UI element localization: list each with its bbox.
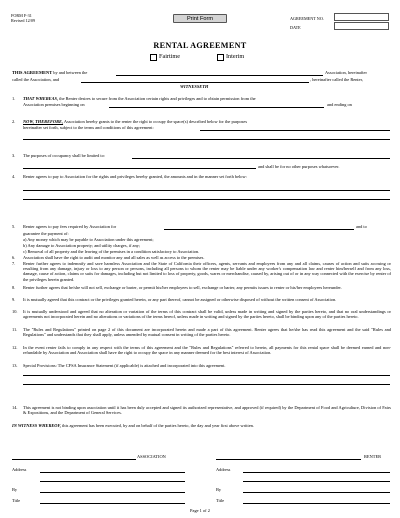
agreement-no-label: AGREEMENT NO. xyxy=(290,16,324,21)
clause-3-number: 3. xyxy=(12,153,16,158)
association-title-line[interactable] xyxy=(40,503,185,504)
association-label: ASSOCIATION xyxy=(137,454,166,459)
clause-2-text xyxy=(23,119,391,124)
clause-2-body: Association hereby grants to the renter the right to occupy the space(s) described below for the purposes xyxy=(63,119,248,124)
intro-line-1 xyxy=(12,70,87,75)
clause-3-text: The purposes of occupancy shall be limited to: xyxy=(23,153,106,158)
clause-4-text: Renter agrees to pay to Association for the rights and privileges hereby granted, the amounts and in the manner set forth below: xyxy=(23,174,247,179)
clause-7-number: 7. xyxy=(12,261,16,266)
clause-7-text: Renter further agrees to indemnify and save harmless Association and the State of California their officers, agents, servants and employees from any and all claims, causes of action and suits accruing or resulting from any damage, injury or loss to any person or persons, including all persons to whom the renter may be liable under any worker's compensation law and renter him/herself and from any loss, damage, cause of action, claims or suits for damages, including but not limited to loss of property, goods, wares or merchandise, caused by, arising out of or in any way connected with the exercise by renter of the privileges herein granted. xyxy=(23,261,391,282)
renter-name-line[interactable] xyxy=(81,82,309,83)
special-provisions-line-2[interactable] xyxy=(23,384,390,385)
clause-9-number: 9. xyxy=(12,297,16,302)
clause-2-body-2: hereinafter set forth, subject to the terms and conditions of this agreement: xyxy=(23,125,154,130)
clause-12-number: 12. xyxy=(12,345,18,350)
print-form-button[interactable]: Print Form xyxy=(173,14,227,23)
renter-address-label: Address xyxy=(216,467,231,472)
clause-9-text: It is mutually agreed that this contract or the privileges granted herein, or any part thereof, cannot be assigned or otherwise disposed of without the written consent of Association. xyxy=(23,297,337,302)
fairtime-checkbox[interactable] xyxy=(150,54,157,61)
clause-14-text: This agreement is not binding upon association until it has been duly accepted and signed its authorized representative, and approved (if required) by the Department of Food and Agriculture, Division of Fairs & Expositions, and the Department of General Services. xyxy=(23,405,391,416)
intro-text-2: Association, hereinafter xyxy=(325,70,367,75)
special-provisions-line-1[interactable] xyxy=(23,375,390,376)
interim-checkbox[interactable] xyxy=(217,54,224,61)
renter-by-label: By xyxy=(216,487,222,492)
association-name-line[interactable] xyxy=(116,75,323,76)
begin-date-line[interactable] xyxy=(109,107,324,108)
clause-2-number: 2. xyxy=(12,119,16,124)
association-address-line-2[interactable] xyxy=(40,481,185,482)
clause-8-text: Renter further agrees that he/she will not sell, exchange or barter, or permit his/her employees to sell, exchange or barter, any permits issues to renter or his/her employees hereunder. xyxy=(23,285,342,290)
clause-13-text: Special Provisions: The CFSA Insurance Statement (if applicable) is attached and incorporated into this agreement. xyxy=(23,363,226,368)
clause-10-text: It is mutually understood and agreed that no alteration or variation of the terms of this contract shall be valid, unless made in writing and signed by the parties hereto, and that no oral understandings or agreements not incorporated herein and no alterations or variations of the terms hereof, unless made in writing and signed by the parties hereto, shall be binding upon any of the parties hereto. xyxy=(23,309,391,320)
purpose-line-1[interactable] xyxy=(132,158,390,159)
renter-title-line[interactable] xyxy=(243,503,390,504)
clause-1-text xyxy=(23,96,391,101)
clause-14-number: 14. xyxy=(12,405,18,410)
clause-8-number: 8. xyxy=(12,285,16,290)
witness-paragraph xyxy=(12,423,390,428)
renter-by-line[interactable] xyxy=(243,492,390,493)
intro-text-1: by and between the xyxy=(53,70,88,75)
clause-5-a: a) Any money which may be payable to Association under this agreement; xyxy=(23,237,154,242)
clause-5-number: 5. xyxy=(12,224,16,229)
date-field[interactable] xyxy=(334,22,389,30)
renter-address-line-2[interactable] xyxy=(243,481,390,482)
payment-line-1[interactable] xyxy=(23,190,390,191)
clause-6-text: Association shall have the right to audit and monitor any and all sales as well as access to the premises. xyxy=(23,255,205,260)
fees-line[interactable] xyxy=(164,229,354,230)
renter-label: RENTER xyxy=(364,454,382,459)
clause-13-number: 13. xyxy=(12,363,18,368)
clause-11-text: The "Rules and Regulations" printed on page 2 of this document are incorporated herein and made a part of this agreement. Renter agrees that he/she has read this agreement and the said "Rules and Regulations" and understands that they shall apply, unless amended by mutual consent in writing of the parties hereto. xyxy=(23,327,391,338)
witness-text: this agreement has been executed, by and on behalf of the parties hereto, the day and year first above written. xyxy=(62,423,254,428)
clause-3-end: and shall be for no other purposes whatsoever. xyxy=(258,164,340,169)
clause-5-b: b) Any damage to Association property; and utility charges, if any; xyxy=(23,243,141,248)
renter-title-label: Title xyxy=(216,498,225,503)
intro-text-3: called the Association, and xyxy=(12,77,60,82)
clause-5-text-2: guarantee the payment of: xyxy=(23,231,69,236)
clause-2-lead: NOW, THEREFORE, xyxy=(23,119,64,124)
clause-5-to: and to xyxy=(356,224,367,229)
clause-6-number: 6. xyxy=(12,255,16,260)
revised-date: Revised 12/09 xyxy=(11,18,36,23)
clause-11-number: 11. xyxy=(12,327,18,332)
agreement-no-field[interactable] xyxy=(334,13,389,21)
association-by-label: By xyxy=(12,487,18,492)
clause-1-number: 1. xyxy=(12,96,16,101)
clause-5-c: c) Removal of all property and the leaving of the premises in a condition satisfactory to Association. xyxy=(23,249,200,254)
clause-1-lead: THAT WHEREAS, xyxy=(23,96,59,101)
form-number: FORM F-31 xyxy=(11,13,32,18)
association-title-label: Title xyxy=(12,498,21,503)
association-by-line[interactable] xyxy=(40,492,185,493)
clause-4-number: 4. xyxy=(12,174,16,179)
intro-lead: THIS AGREEMENT xyxy=(12,70,53,75)
clause-5-text: Renter agrees to pay fees required by Association for xyxy=(23,224,117,229)
association-name-signature-line[interactable] xyxy=(12,459,136,460)
renter-name-signature-line[interactable] xyxy=(216,459,361,460)
page-number: Page 1 of 2 xyxy=(190,508,210,513)
clause-12-text: In the event renter fails to comply in any respect with the terms of this agreement and the "Rules and Regulations" referred to herein, all payments for this rental space shall be deemed earned and non-refundable by Association and Association shall have the right to occupy the space in any manner deemed for the best interest of Association. xyxy=(23,345,391,356)
purpose-line-2[interactable] xyxy=(23,168,256,169)
clause-1-end: and ending on xyxy=(327,102,352,107)
witnesseth-heading: WITNESSETH xyxy=(180,84,209,89)
space-description-line-2[interactable] xyxy=(23,139,390,140)
page-title: RENTAL AGREEMENT xyxy=(153,41,247,50)
intro-text-4: , hereinafter called the Renter, xyxy=(310,77,363,82)
association-address-label: Address xyxy=(12,467,27,472)
clause-1-body: the Renter desires to secure from the Association certain rights and privileges and to obtain permission from the xyxy=(59,96,256,101)
payment-line-2[interactable] xyxy=(23,199,390,200)
association-address-line-1[interactable] xyxy=(40,472,185,473)
renter-address-line-1[interactable] xyxy=(243,472,390,473)
interim-label: Interim xyxy=(226,53,245,60)
fairtime-label: Fairtime xyxy=(159,53,180,60)
date-label: DATE xyxy=(290,25,301,30)
clause-1-body-2: Association premises beginning on xyxy=(23,102,85,107)
witness-lead: IN WITNESS WHEREOF, xyxy=(12,423,61,428)
clause-10-number: 10. xyxy=(12,309,18,314)
space-description-line-1[interactable] xyxy=(200,130,390,131)
